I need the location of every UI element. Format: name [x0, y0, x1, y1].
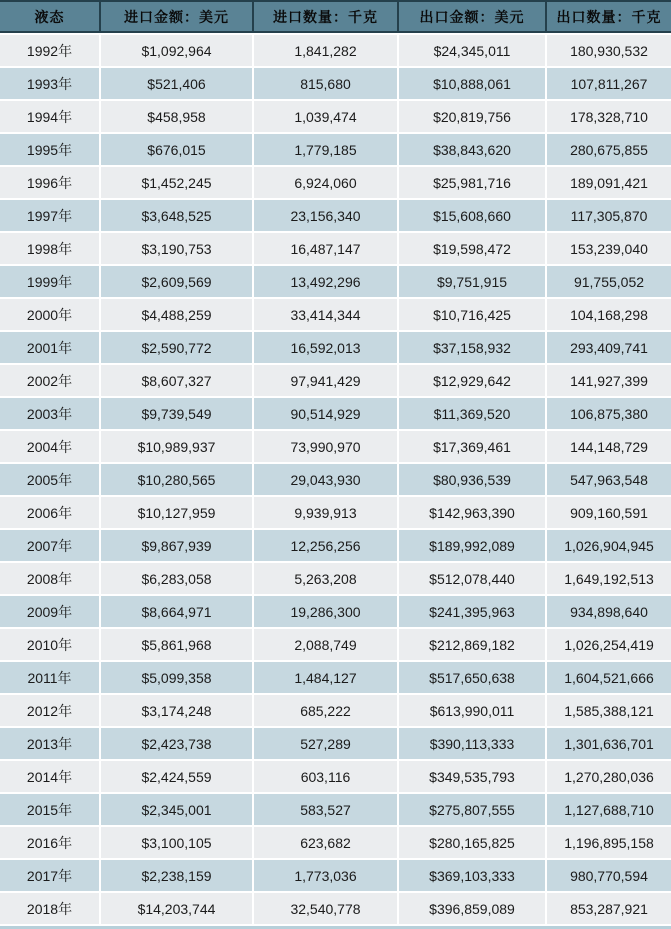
table-row: [0, 200, 671, 231]
import-value-cell: $9,867,939: [101, 530, 252, 561]
export-quantity-cell: 180,930,532: [547, 35, 671, 66]
import-quantity-cell: 12,256,256: [254, 530, 397, 561]
year-cell: 2014年: [0, 761, 99, 792]
import-quantity-cell: 13,492,296: [254, 266, 397, 297]
export-value-cell: $349,535,793: [399, 761, 545, 792]
header-cell-export-quantity: 出口数量：千克: [547, 2, 671, 31]
import-quantity-cell: 1,773,036: [254, 860, 397, 891]
table-row: [0, 530, 671, 561]
export-value-cell: $24,345,011: [399, 35, 545, 66]
table-row: [0, 332, 671, 363]
year-cell: 2003年: [0, 398, 99, 429]
export-value-cell: $17,369,461: [399, 431, 545, 462]
year-cell: 2002年: [0, 365, 99, 396]
year-cell: 1994年: [0, 101, 99, 132]
export-quantity-cell: 1,026,904,945: [547, 530, 671, 561]
import-quantity-cell: 1,779,185: [254, 134, 397, 165]
header-cell-export-value: 出口金额：美元: [399, 2, 545, 31]
import-value-cell: $3,648,525: [101, 200, 252, 231]
export-quantity-cell: 153,239,040: [547, 233, 671, 264]
export-quantity-cell: 1,127,688,710: [547, 794, 671, 825]
table-row: [0, 860, 671, 891]
year-cell: 2015年: [0, 794, 99, 825]
table-header-row: [0, 0, 671, 33]
import-value-cell: $4,488,259: [101, 299, 252, 330]
import-value-cell: $5,099,358: [101, 662, 252, 693]
table-row: [0, 794, 671, 825]
import-quantity-cell: 9,939,913: [254, 497, 397, 528]
year-cell: 2006年: [0, 497, 99, 528]
year-cell: 1996年: [0, 167, 99, 198]
year-cell: 2001年: [0, 332, 99, 363]
import-quantity-cell: 623,682: [254, 827, 397, 858]
import-value-cell: $3,174,248: [101, 695, 252, 726]
table-row: [0, 68, 671, 99]
import-quantity-cell: 6,924,060: [254, 167, 397, 198]
export-value-cell: $10,716,425: [399, 299, 545, 330]
export-quantity-cell: 909,160,591: [547, 497, 671, 528]
year-cell: 2000年: [0, 299, 99, 330]
import-quantity-cell: 685,222: [254, 695, 397, 726]
year-cell: 2007年: [0, 530, 99, 561]
export-value-cell: $80,936,539: [399, 464, 545, 495]
year-cell: 2008年: [0, 563, 99, 594]
import-value-cell: $10,989,937: [101, 431, 252, 462]
import-value-cell: $2,345,001: [101, 794, 252, 825]
import-quantity-cell: 2,088,749: [254, 629, 397, 660]
import-value-cell: $1,092,964: [101, 35, 252, 66]
export-value-cell: $613,990,011: [399, 695, 545, 726]
import-quantity-cell: 73,990,970: [254, 431, 397, 462]
year-cell: 1998年: [0, 233, 99, 264]
import-quantity-cell: 583,527: [254, 794, 397, 825]
import-quantity-cell: 97,941,429: [254, 365, 397, 396]
import-quantity-cell: 815,680: [254, 68, 397, 99]
import-quantity-cell: 1,039,474: [254, 101, 397, 132]
export-value-cell: $19,598,472: [399, 233, 545, 264]
export-quantity-cell: 141,927,399: [547, 365, 671, 396]
export-value-cell: $517,650,638: [399, 662, 545, 693]
export-value-cell: $25,981,716: [399, 167, 545, 198]
table-row: [0, 299, 671, 330]
import-quantity-cell: 32,540,778: [254, 893, 397, 924]
year-cell: 2011年: [0, 662, 99, 693]
table-row: [0, 431, 671, 462]
import-quantity-cell: 19,286,300: [254, 596, 397, 627]
export-value-cell: $396,859,089: [399, 893, 545, 924]
export-value-cell: $390,113,333: [399, 728, 545, 759]
export-quantity-cell: 547,963,548: [547, 464, 671, 495]
table-row: [0, 365, 671, 396]
export-value-cell: $275,807,555: [399, 794, 545, 825]
table-row: [0, 563, 671, 594]
export-quantity-cell: 280,675,855: [547, 134, 671, 165]
export-quantity-cell: 934,898,640: [547, 596, 671, 627]
import-value-cell: $2,423,738: [101, 728, 252, 759]
import-quantity-cell: 33,414,344: [254, 299, 397, 330]
export-value-cell: $9,751,915: [399, 266, 545, 297]
import-value-cell: $14,203,744: [101, 893, 252, 924]
year-cell: 1992年: [0, 35, 99, 66]
table-row: [0, 629, 671, 660]
import-quantity-cell: 527,289: [254, 728, 397, 759]
year-cell: 2009年: [0, 596, 99, 627]
year-cell: 2005年: [0, 464, 99, 495]
year-cell: 1995年: [0, 134, 99, 165]
year-cell: 2016年: [0, 827, 99, 858]
import-value-cell: $3,190,753: [101, 233, 252, 264]
export-quantity-cell: 189,091,421: [547, 167, 671, 198]
table-row: [0, 761, 671, 792]
year-cell: 2017年: [0, 860, 99, 891]
export-quantity-cell: 1,649,192,513: [547, 563, 671, 594]
import-quantity-cell: 16,487,147: [254, 233, 397, 264]
export-value-cell: $512,078,440: [399, 563, 545, 594]
year-cell: 2018年: [0, 893, 99, 924]
table-row: [0, 497, 671, 528]
import-quantity-cell: 1,841,282: [254, 35, 397, 66]
year-cell: 1999年: [0, 266, 99, 297]
export-value-cell: $20,819,756: [399, 101, 545, 132]
import-quantity-cell: 90,514,929: [254, 398, 397, 429]
import-quantity-cell: 16,592,013: [254, 332, 397, 363]
export-quantity-cell: 1,270,280,036: [547, 761, 671, 792]
export-value-cell: $280,165,825: [399, 827, 545, 858]
export-value-cell: $15,608,660: [399, 200, 545, 231]
export-value-cell: $241,395,963: [399, 596, 545, 627]
export-value-cell: $38,843,620: [399, 134, 545, 165]
import-value-cell: $676,015: [101, 134, 252, 165]
export-value-cell: $142,963,390: [399, 497, 545, 528]
export-quantity-cell: 1,585,388,121: [547, 695, 671, 726]
import-quantity-cell: 23,156,340: [254, 200, 397, 231]
export-quantity-cell: 1,301,636,701: [547, 728, 671, 759]
import-value-cell: $10,127,959: [101, 497, 252, 528]
export-value-cell: $212,869,182: [399, 629, 545, 660]
year-cell: 2004年: [0, 431, 99, 462]
import-value-cell: $2,590,772: [101, 332, 252, 363]
import-value-cell: $2,609,569: [101, 266, 252, 297]
import-value-cell: $521,406: [101, 68, 252, 99]
header-cell-import-value: 进口金额：美元: [101, 2, 252, 31]
export-value-cell: $12,929,642: [399, 365, 545, 396]
export-quantity-cell: 853,287,921: [547, 893, 671, 924]
header-cell-import-quantity: 进口数量：千克: [254, 2, 397, 31]
table-row: [0, 827, 671, 858]
year-cell: 1997年: [0, 200, 99, 231]
import-quantity-cell: 603,116: [254, 761, 397, 792]
import-value-cell: $9,739,549: [101, 398, 252, 429]
table-row: [0, 233, 671, 264]
export-quantity-cell: 117,305,870: [547, 200, 671, 231]
table-row: [0, 728, 671, 759]
export-quantity-cell: 144,148,729: [547, 431, 671, 462]
export-value-cell: $11,369,520: [399, 398, 545, 429]
export-quantity-cell: 293,409,741: [547, 332, 671, 363]
table-row: [0, 662, 671, 693]
import-value-cell: $8,607,327: [101, 365, 252, 396]
header-cell-category: 液态: [0, 2, 99, 31]
table-row: [0, 35, 671, 66]
export-quantity-cell: 91,755,052: [547, 266, 671, 297]
import-value-cell: $3,100,105: [101, 827, 252, 858]
year-cell: 2010年: [0, 629, 99, 660]
import-quantity-cell: 29,043,930: [254, 464, 397, 495]
export-quantity-cell: 178,328,710: [547, 101, 671, 132]
table-body: [0, 33, 671, 924]
export-value-cell: $369,103,333: [399, 860, 545, 891]
import-value-cell: $8,664,971: [101, 596, 252, 627]
table-row: [0, 101, 671, 132]
export-value-cell: $37,158,932: [399, 332, 545, 363]
import-value-cell: $2,238,159: [101, 860, 252, 891]
export-quantity-cell: 106,875,380: [547, 398, 671, 429]
export-value-cell: $10,888,061: [399, 68, 545, 99]
export-quantity-cell: 980,770,594: [547, 860, 671, 891]
export-quantity-cell: 1,026,254,419: [547, 629, 671, 660]
year-cell: 2012年: [0, 695, 99, 726]
export-quantity-cell: 1,604,521,666: [547, 662, 671, 693]
year-cell: 2013年: [0, 728, 99, 759]
table-row: [0, 134, 671, 165]
year-cell: 1993年: [0, 68, 99, 99]
export-quantity-cell: 107,811,267: [547, 68, 671, 99]
import-quantity-cell: 5,263,208: [254, 563, 397, 594]
import-value-cell: $1,452,245: [101, 167, 252, 198]
import-value-cell: $10,280,565: [101, 464, 252, 495]
import-value-cell: $5,861,968: [101, 629, 252, 660]
import-value-cell: $6,283,058: [101, 563, 252, 594]
table-row: [0, 266, 671, 297]
import-value-cell: $2,424,559: [101, 761, 252, 792]
import-quantity-cell: 1,484,127: [254, 662, 397, 693]
export-quantity-cell: 104,168,298: [547, 299, 671, 330]
table-row: [0, 464, 671, 495]
table-row: [0, 596, 671, 627]
table-row: [0, 167, 671, 198]
table-row: [0, 398, 671, 429]
table-row: [0, 893, 671, 924]
import-value-cell: $458,958: [101, 101, 252, 132]
export-quantity-cell: 1,196,895,158: [547, 827, 671, 858]
table-row: [0, 695, 671, 726]
export-value-cell: $189,992,089: [399, 530, 545, 561]
